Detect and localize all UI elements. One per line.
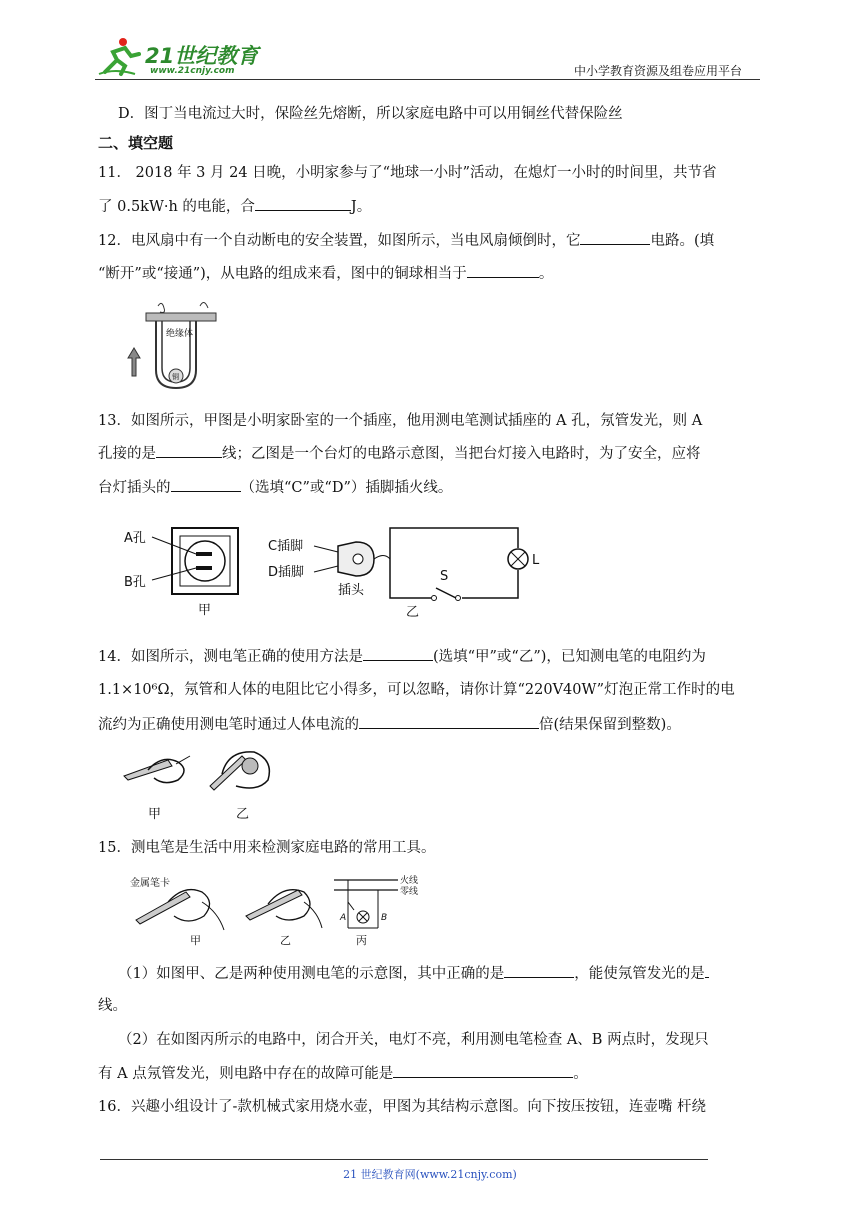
q11-line2	[98, 196, 371, 217]
q15-fig-b: B	[381, 913, 388, 923]
q13-fig-c-pin: C插脚	[268, 539, 304, 554]
q14-figure	[118, 746, 288, 824]
q13-fig-jia: 甲	[198, 603, 212, 618]
q13-fig-b-hole: B孔	[124, 575, 146, 590]
q15-blank-2[interactable]	[705, 963, 709, 978]
q13-text-c: 台灯插头的	[98, 480, 171, 496]
section-title: 二、填空题	[98, 134, 174, 152]
q14-fig-jia: 甲	[148, 807, 162, 822]
q15-blank-3[interactable]	[393, 1063, 573, 1078]
q12-blank-1[interactable]	[580, 230, 650, 245]
q16-line1: 16．兴趣小组设计了-款机械式家用烧水壶，甲图为其结构示意图。向下按压按钮，连壶嘴 杆绕	[98, 1099, 706, 1115]
q15-sub2-line2	[98, 1063, 588, 1084]
q13-blank-1[interactable]	[156, 443, 222, 458]
q14-blank-1[interactable]	[363, 646, 433, 661]
q12-line1	[98, 230, 714, 251]
q11-text-a: 了 0.5kW·h 的电能，合	[98, 199, 255, 215]
q15-fig-live: 火线	[400, 876, 419, 886]
q14-blank-2[interactable]	[359, 714, 539, 729]
logo-url: www.21cnjy.com	[150, 66, 235, 76]
q14-text-c: 流约为正确使用测电笔时通过人体电流的	[98, 717, 359, 733]
q12-text-a: 12．电风扇中有一个自动断电的安全装置，如图所示，当电风扇倾倒时，它	[98, 233, 581, 249]
q15-fig-bing: 丙	[356, 934, 367, 947]
q13-fig-yi: 乙	[406, 605, 420, 618]
q13-text-d: （选填“C”或“D”）插脚插火线。	[240, 480, 453, 496]
q14-line2: 1.1×10⁶Ω，氖管和人体的电阻比它小得多，可以忽略，请你计算“220V40W”灯泡正常工作时的电	[98, 682, 735, 698]
q15-fig-a: A	[340, 913, 347, 923]
q12-fig-copper: 铜	[172, 373, 179, 381]
q13-text-b: 线；乙图是一个台灯的电路示意图，当把台灯接入电路时，为了安全，应将	[222, 446, 701, 462]
q14-line3	[98, 714, 681, 735]
q15-sub2-line1: （2）在如图丙所示的电路中，闭合开关，电灯不亮，利用测电笔检查 A、B 两点时，发现只	[118, 1032, 709, 1048]
q15-fig-metal-tip: 金属笔卡	[130, 878, 170, 889]
q12-fig-insulator: 绝缘体	[166, 329, 194, 339]
q13-fig-d-pin: D插脚	[268, 565, 305, 580]
q11-line1: 11． 2018 年 3 月 24 日晚，小明家参与了“地球一小时”活动，在熄灯一小时的时间里，共节省	[98, 165, 717, 181]
q13-figure-yi	[266, 522, 556, 618]
q11-blank[interactable]	[255, 196, 351, 211]
q15-sub2-text-b: 。	[573, 1066, 588, 1082]
q12-figure	[120, 298, 230, 392]
q15-sub1-line2: 线。	[98, 998, 127, 1014]
q15-fig-neutral: 零线	[400, 887, 419, 897]
q14-fig-yi: 乙	[236, 807, 250, 822]
q13-line2	[98, 443, 701, 464]
q14-text-b: (选填“甲”或“乙”)，已知测电笔的电阻约为	[432, 649, 706, 665]
logo-title: 21世纪教育	[145, 44, 259, 68]
q13-fig-a-hole: A孔	[124, 531, 146, 546]
q13-line1: 13．如图所示，甲图是小明家卧室的一个插座，他用测电笔测试插座的 A 孔，氖管发光，则 A	[98, 413, 703, 429]
q15-blank-1[interactable]	[504, 963, 574, 978]
q15-fig-yi: 乙	[280, 934, 291, 947]
q11-text-b: J。	[350, 199, 372, 215]
q13-text-a: 孔接的是	[98, 446, 156, 462]
q13-fig-l: L	[532, 553, 540, 568]
q12-line2	[98, 263, 553, 284]
q15-figure	[128, 872, 440, 948]
q12-text-d: 。	[538, 266, 554, 282]
q12-blank-2[interactable]	[467, 263, 539, 278]
q13-line3	[98, 477, 452, 498]
q13-fig-s: S	[440, 569, 449, 584]
q12-text-c: “断开”或“接通”)，从电路的组成来看，图中的铜球相当于	[98, 266, 467, 282]
q15-sub1-line1	[118, 963, 709, 984]
q13-fig-plug: 插头	[338, 583, 365, 598]
q14-line1	[98, 646, 706, 667]
arrow-up-icon	[128, 348, 140, 376]
header-platform-text: 中小学教育资源及组卷应用平台	[574, 64, 743, 78]
option-d: D．图丁当电流过大时，保险丝先熔断，所以家庭电路中可以用铜丝代替保险丝	[118, 106, 623, 122]
footer-text: 21 世纪教育网(www.21cnjy.com)	[343, 1168, 517, 1181]
q12-text-b: 电路。(填	[650, 233, 715, 249]
q13-blank-2[interactable]	[171, 477, 241, 492]
header-rule	[95, 79, 760, 80]
q14-text-d: 倍(结果保留到整数)。	[539, 717, 681, 733]
q14-text-a: 14．如图所示，测电笔正确的使用方法是	[98, 649, 363, 665]
q13-figure-jia	[122, 522, 252, 618]
q15-sub1-text-a: （1）如图甲、乙是两种使用测电笔的示意图，其中正确的是	[118, 966, 505, 982]
q15-sub2-text-a: 有 A 点氖管发光，则电路中存在的故障可能是	[98, 1066, 394, 1082]
q15-fig-jia: 甲	[190, 934, 201, 947]
q15-sub1-text-b: ，能使氖管发光的是	[574, 966, 705, 982]
footer-rule	[100, 1159, 708, 1160]
q15-line1: 15．测电笔是生活中用来检测家庭电路的常用工具。	[98, 840, 436, 856]
